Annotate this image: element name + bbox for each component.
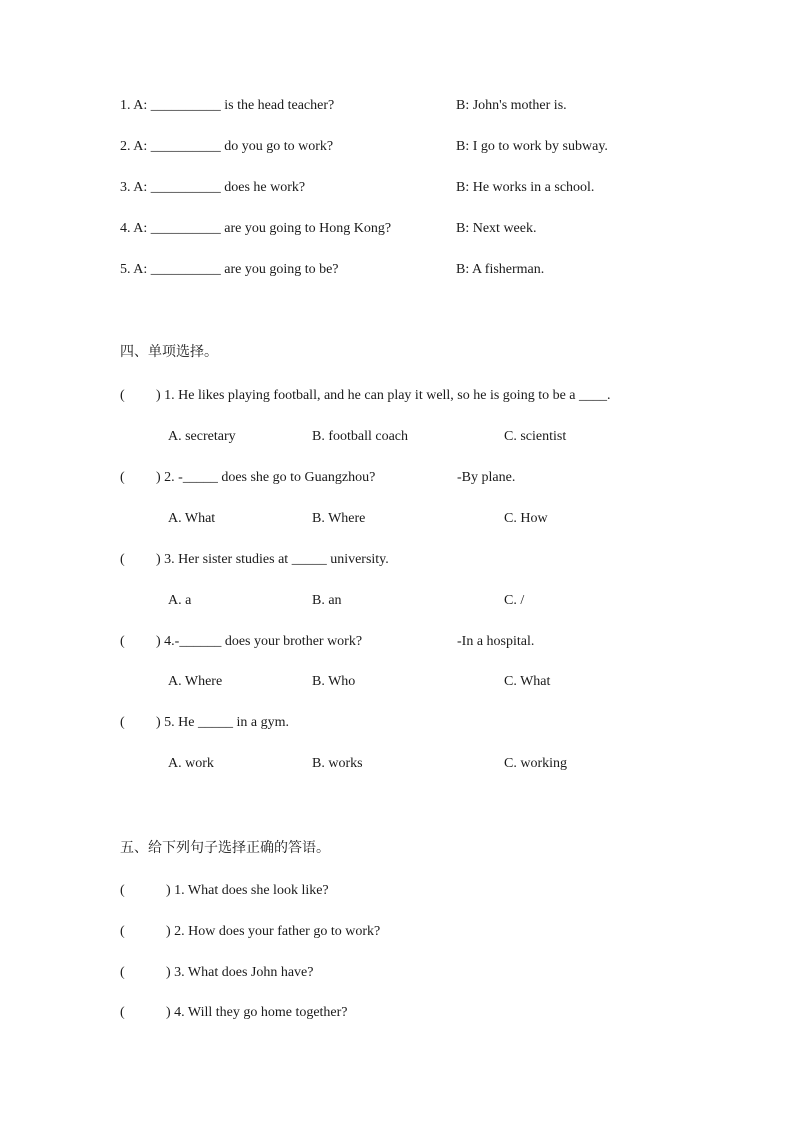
option-c-5: C. working [504, 756, 567, 771]
question-response-4: -In a hospital. [457, 634, 535, 649]
question-text-5: ) 5. He _____ in a gym. [156, 715, 289, 730]
question-response-2: -By plane. [457, 470, 516, 485]
answer-paren-open: ( [120, 883, 125, 898]
answer-b-5: B: A fisherman. [456, 262, 545, 277]
answer-paren-open: ( [120, 634, 125, 649]
question-text-3: ) 3. Her sister studies at _____ university. [156, 552, 389, 567]
answer-paren-open: ( [120, 552, 125, 567]
answer-paren-open: ( [120, 388, 125, 403]
answer-paren-open: ( [120, 1005, 125, 1020]
option-a-3: A. a [168, 593, 192, 608]
option-b-3: B. an [312, 593, 342, 608]
option-b-5: B. works [312, 756, 363, 771]
answer-paren-open: ( [120, 965, 125, 980]
question-text-1: ) 1. What does she look like? [166, 883, 329, 898]
section5-title: 五、给下列句子选择正确的答语。 [120, 840, 330, 856]
option-c-4: C. What [504, 674, 551, 689]
answer-paren-open: ( [120, 470, 125, 485]
answer-paren-open: ( [120, 924, 125, 939]
option-a-5: A. work [168, 756, 214, 771]
question-text-3: ) 3. What does John have? [166, 965, 314, 980]
question-a-3: 3. A: __________ does he work? [120, 180, 306, 195]
option-c-2: C. How [504, 511, 548, 526]
option-a-1: A. secretary [168, 429, 236, 444]
question-text-2: ) 2. -_____ does she go to Guangzhou? [156, 470, 376, 485]
option-c-1: C. scientist [504, 429, 567, 444]
question-text-1: ) 1. He likes playing football, and he can play it well, so he is going to be a ____. [156, 388, 611, 403]
question-a-5: 5. A: __________ are you going to be? [120, 262, 339, 277]
answer-b-2: B: I go to work by subway. [456, 139, 608, 154]
option-b-1: B. football coach [312, 429, 409, 444]
answer-paren-open: ( [120, 715, 125, 730]
section4-title: 四、单项选择。 [120, 344, 218, 360]
option-b-2: B. Where [312, 511, 366, 526]
option-a-2: A. What [168, 511, 216, 526]
question-text-2: ) 2. How does your father go to work? [166, 924, 381, 939]
question-a-1: 1. A: __________ is the head teacher? [120, 98, 335, 113]
question-a-4: 4. A: __________ are you going to Hong Kong? [120, 221, 392, 236]
answer-b-1: B: John's mother is. [456, 98, 567, 113]
question-text-4: ) 4. Will they go home together? [166, 1005, 348, 1020]
question-a-2: 2. A: __________ do you go to work? [120, 139, 334, 154]
answer-b-3: B: He works in a school. [456, 180, 595, 195]
question-text-4: ) 4.-______ does your brother work? [156, 634, 363, 649]
answer-b-4: B: Next week. [456, 221, 537, 236]
option-c-3: C. / [504, 593, 525, 608]
option-b-4: B. Who [312, 674, 356, 689]
option-a-4: A. Where [168, 674, 223, 689]
